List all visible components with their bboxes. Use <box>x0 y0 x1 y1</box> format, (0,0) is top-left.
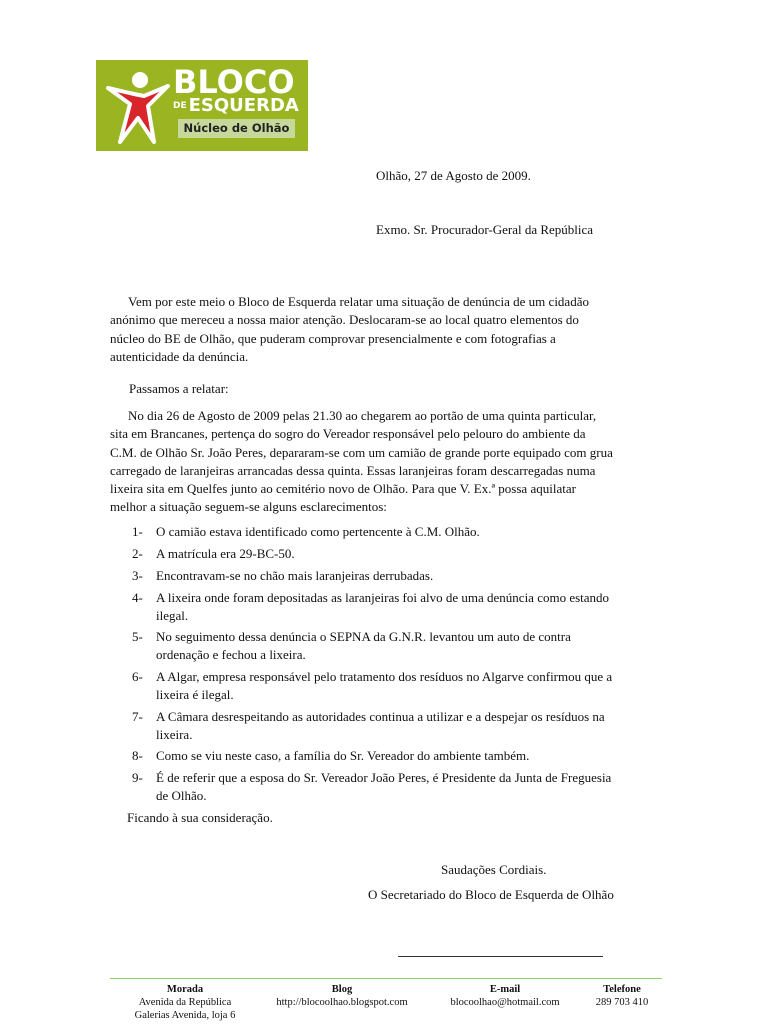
signature-text: O Secretariado do Bloco de Esquerda de Olhão <box>368 887 614 902</box>
footer-morada: Morada Avenida da República Galerias Avenida, loja 6 <box>134 984 236 1021</box>
blog-link[interactable]: http://blocoolhao.blogspot.com <box>276 997 408 1008</box>
bloco-logo <box>96 60 308 151</box>
star-person-icon <box>104 68 174 148</box>
greeting-text: Saudações Cordiais. <box>441 862 547 877</box>
body-paragraph: No dia 26 de Agosto de 2009 pelas 21.30 ao chegarem ao portão de uma quinta particular, sita em Brancanes, pertença do sogro do Vereador responsável pelo pelouro do ambiente da C.M. de Olhão Sr. João Peres, depararam-se com um camião de grande porte equipado com grua carregado de laranjeiras arrancadas dessa quinta. Essas laranjeiras foram descarregadas numa lixeira sita em Quelfes junto ao cemitério novo de Olhão. Para que V. Ex.ª possa aquilatar melhor a situação seguem-se alguns esclarecimentos: <box>110 408 613 515</box>
logo-nucleo-label: Núcleo de Olhão <box>178 119 295 138</box>
signature-line <box>398 956 603 957</box>
letter-recipient: Exmo. Sr. Procurador-Geral da República <box>376 222 594 237</box>
closing-text: Ficando à sua consideração. <box>127 810 273 825</box>
email-link[interactable]: blocoolhao@hotmail.com <box>450 997 560 1008</box>
logo-line2: $^{DE}$ ESQUERDA <box>173 95 299 116</box>
logo-line1: BLOCO <box>173 63 295 101</box>
letter-date: Olhão, 27 de Agosto de 2009. <box>376 168 531 183</box>
passamos-text: Passamos a relatar: <box>129 381 229 396</box>
footer-telefone: Telefone 289 703 410 <box>595 984 649 1008</box>
footer-email: E-mail blocoolhao@hotmail.com <box>440 983 570 1009</box>
footer-blog: Blog http://blocoolhao.blogspot.com <box>262 983 422 1009</box>
footer-divider <box>110 978 662 979</box>
intro-paragraph: Vem por este meio o Bloco de Esquerda relatar uma situação de denúncia de um cidadão anónimo que mereceu a nossa maior atenção. Deslocaram-se ao local quatro elementos do núcleo do BE de Olhão, que puderam comprovar presencialmente e com fotografias a autenticidade da denúncia. <box>110 294 589 364</box>
